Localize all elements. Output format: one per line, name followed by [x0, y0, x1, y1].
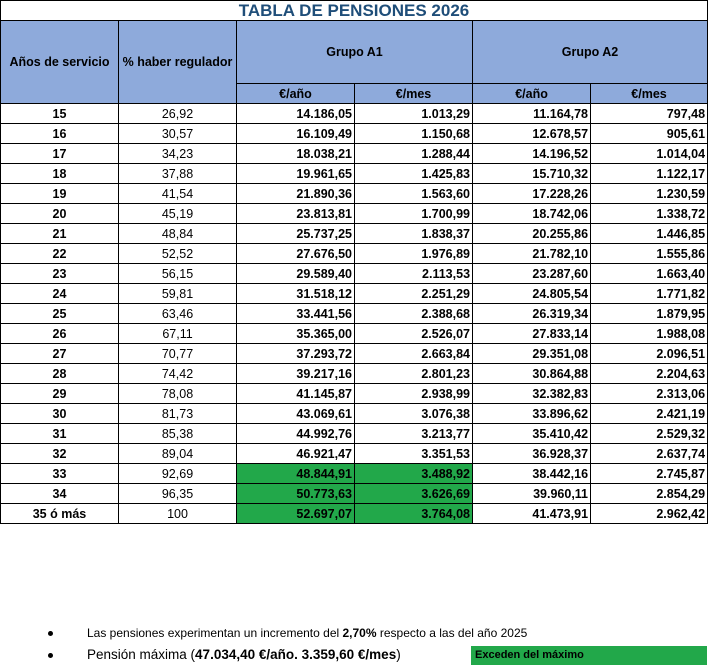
a2-month-cell: 2.745,87: [591, 464, 708, 484]
a1-year-cell: 27.676,50: [237, 244, 355, 264]
a2-month-cell: 2.529,32: [591, 424, 708, 444]
a2-month-cell: 2.962,42: [591, 504, 708, 524]
bullet-icon: [48, 631, 53, 636]
a2-month-cell: 1.988,08: [591, 324, 708, 344]
years-cell: 16: [1, 124, 119, 144]
a2-year-cell: 11.164,78: [473, 104, 591, 124]
a1-month-cell: 1.150,68: [355, 124, 473, 144]
percent-cell: 26,92: [119, 104, 237, 124]
pensions-table: [0, 20, 708, 524]
years-cell: 25: [1, 304, 119, 324]
a2-year-cell: 32.382,83: [473, 384, 591, 404]
a1-month-cell: 3.626,69: [355, 484, 473, 504]
years-cell: 26: [1, 324, 119, 344]
increase-note-tail: respecto a las del año 2025: [376, 626, 528, 640]
table-row: [1, 104, 708, 124]
table-row: [1, 224, 708, 244]
percent-cell: 34,23: [119, 144, 237, 164]
a2-month-cell: 1.122,17: [591, 164, 708, 184]
a1-month-cell: 2.113,53: [355, 264, 473, 284]
increase-value: 2,70%: [342, 626, 377, 640]
a1-month-cell: 2.938,99: [355, 384, 473, 404]
a2-year-cell: 27.833,14: [473, 324, 591, 344]
a1-year-cell: 50.773,63: [237, 484, 355, 504]
a1-year-cell: 33.441,56: [237, 304, 355, 324]
table-row: [1, 504, 708, 524]
a2-year-cell: 20.255,86: [473, 224, 591, 244]
a1-month-cell: 1.563,60: [355, 184, 473, 204]
table-row: [1, 204, 708, 224]
a1-month-cell: 1.288,44: [355, 144, 473, 164]
percent-cell: 56,15: [119, 264, 237, 284]
table-row: [1, 364, 708, 384]
a1-year-cell: 43.069,61: [237, 404, 355, 424]
a2-month-cell: 1.014,04: [591, 144, 708, 164]
table-row: [1, 124, 708, 144]
a1-year-cell: 14.186,05: [237, 104, 355, 124]
percent-cell: 52,52: [119, 244, 237, 264]
max-pension-label: Pensión máxima (: [87, 647, 196, 662]
header-years: Años de servicio: [1, 21, 119, 104]
increase-note-text: Las pensiones experimentan un incremento del: [87, 626, 343, 640]
table-row: [1, 184, 708, 204]
table-row: [1, 164, 708, 184]
a2-month-cell: 2.313,06: [591, 384, 708, 404]
table-row: [1, 264, 708, 284]
table-row: [1, 284, 708, 304]
percent-cell: 63,46: [119, 304, 237, 324]
percent-cell: 48,84: [119, 224, 237, 244]
a2-month-cell: 1.446,85: [591, 224, 708, 244]
a2-month-cell: 2.204,63: [591, 364, 708, 384]
a2-month-cell: 2.854,29: [591, 484, 708, 504]
a1-year-cell: 31.518,12: [237, 284, 355, 304]
a1-year-cell: 29.589,40: [237, 264, 355, 284]
years-cell: 18: [1, 164, 119, 184]
a2-month-cell: 797,48: [591, 104, 708, 124]
percent-cell: 78,08: [119, 384, 237, 404]
table-title: TABLA DE PENSIONES 2026: [0, 0, 708, 21]
percent-cell: 85,38: [119, 424, 237, 444]
years-cell: 20: [1, 204, 119, 224]
a1-year-cell: 41.145,87: [237, 384, 355, 404]
a2-year-cell: 21.782,10: [473, 244, 591, 264]
a2-year-cell: 39.960,11: [473, 484, 591, 504]
a2-year-cell: 18.742,06: [473, 204, 591, 224]
max-pension-note: [48, 647, 401, 662]
a2-year-cell: 15.710,32: [473, 164, 591, 184]
years-cell: 15: [1, 104, 119, 124]
years-cell: 28: [1, 364, 119, 384]
years-cell: 29: [1, 384, 119, 404]
a1-year-cell: 16.109,49: [237, 124, 355, 144]
a1-year-cell: 44.992,76: [237, 424, 355, 444]
years-cell: 32: [1, 444, 119, 464]
a1-year-cell: 48.844,91: [237, 464, 355, 484]
a1-month-cell: 2.388,68: [355, 304, 473, 324]
subheader-a2-year: €/año: [473, 84, 591, 104]
a2-month-cell: 1.771,82: [591, 284, 708, 304]
increase-note: [48, 626, 527, 640]
years-cell: 21: [1, 224, 119, 244]
header-group-a1: Grupo A1: [237, 21, 473, 84]
a1-month-cell: 3.488,92: [355, 464, 473, 484]
a1-year-cell: 18.038,21: [237, 144, 355, 164]
years-cell: 34: [1, 484, 119, 504]
a1-month-cell: 3.764,08: [355, 504, 473, 524]
a2-year-cell: 41.473,91: [473, 504, 591, 524]
a2-month-cell: 2.096,51: [591, 344, 708, 364]
a1-month-cell: 2.526,07: [355, 324, 473, 344]
percent-cell: 30,57: [119, 124, 237, 144]
subheader-a1-year: €/año: [237, 84, 355, 104]
a1-year-cell: 21.890,36: [237, 184, 355, 204]
header-group-a2: Grupo A2: [473, 21, 708, 84]
a2-year-cell: 30.864,88: [473, 364, 591, 384]
percent-cell: 70,77: [119, 344, 237, 364]
a2-year-cell: 14.196,52: [473, 144, 591, 164]
percent-cell: 81,73: [119, 404, 237, 424]
table-row: [1, 384, 708, 404]
a1-year-cell: 25.737,25: [237, 224, 355, 244]
percent-cell: 45,19: [119, 204, 237, 224]
header-row: [1, 21, 708, 84]
years-cell: 24: [1, 284, 119, 304]
table-body: [1, 104, 708, 524]
years-cell: 30: [1, 404, 119, 424]
percent-cell: 59,81: [119, 284, 237, 304]
header-percent: % haber regulador: [119, 21, 237, 104]
years-cell: 35 ó más: [1, 504, 119, 524]
a1-month-cell: 3.213,77: [355, 424, 473, 444]
a2-month-cell: 1.338,72: [591, 204, 708, 224]
a2-year-cell: 12.678,57: [473, 124, 591, 144]
percent-cell: 37,88: [119, 164, 237, 184]
bullet-icon: [48, 653, 53, 658]
percent-cell: 74,42: [119, 364, 237, 384]
a2-year-cell: 26.319,34: [473, 304, 591, 324]
a1-year-cell: 37.293,72: [237, 344, 355, 364]
a1-year-cell: 35.365,00: [237, 324, 355, 344]
years-cell: 27: [1, 344, 119, 364]
a2-year-cell: 33.896,62: [473, 404, 591, 424]
table-row: [1, 144, 708, 164]
a1-year-cell: 39.217,16: [237, 364, 355, 384]
a1-month-cell: 1.976,89: [355, 244, 473, 264]
percent-cell: 100: [119, 504, 237, 524]
a1-month-cell: 2.801,23: [355, 364, 473, 384]
a2-year-cell: 23.287,60: [473, 264, 591, 284]
a1-month-cell: 3.351,53: [355, 444, 473, 464]
table-row: [1, 424, 708, 444]
a2-year-cell: 38.442,16: [473, 464, 591, 484]
a1-month-cell: 1.838,37: [355, 224, 473, 244]
exceeds-legend: Exceden del máximo: [471, 646, 707, 665]
a2-month-cell: 1.879,95: [591, 304, 708, 324]
table-row: [1, 304, 708, 324]
a2-year-cell: 17.228,26: [473, 184, 591, 204]
percent-cell: 89,04: [119, 444, 237, 464]
a2-year-cell: 29.351,08: [473, 344, 591, 364]
a2-month-cell: 905,61: [591, 124, 708, 144]
a1-month-cell: 1.425,83: [355, 164, 473, 184]
max-pension-value: 47.034,40 €/año. 3.359,60 €/mes: [195, 647, 397, 662]
years-cell: 22: [1, 244, 119, 264]
table-row: [1, 324, 708, 344]
percent-cell: 92,69: [119, 464, 237, 484]
a2-month-cell: 2.421,19: [591, 404, 708, 424]
a2-month-cell: 2.637,74: [591, 444, 708, 464]
a1-month-cell: 1.013,29: [355, 104, 473, 124]
table-row: [1, 404, 708, 424]
a1-year-cell: 52.697,07: [237, 504, 355, 524]
table-row: [1, 464, 708, 484]
years-cell: 23: [1, 264, 119, 284]
a1-year-cell: 46.921,47: [237, 444, 355, 464]
years-cell: 33: [1, 464, 119, 484]
a2-year-cell: 36.928,37: [473, 444, 591, 464]
a2-year-cell: 35.410,42: [473, 424, 591, 444]
table-row: [1, 484, 708, 504]
a2-month-cell: 1.555,86: [591, 244, 708, 264]
years-cell: 31: [1, 424, 119, 444]
a1-month-cell: 3.076,38: [355, 404, 473, 424]
a1-year-cell: 19.961,65: [237, 164, 355, 184]
subheader-a2-month: €/mes: [591, 84, 708, 104]
subheader-a1-month: €/mes: [355, 84, 473, 104]
percent-cell: 41,54: [119, 184, 237, 204]
a2-month-cell: 1.230,59: [591, 184, 708, 204]
a1-month-cell: 2.663,84: [355, 344, 473, 364]
years-cell: 19: [1, 184, 119, 204]
percent-cell: 96,35: [119, 484, 237, 504]
years-cell: 17: [1, 144, 119, 164]
max-pension-close: ): [396, 647, 401, 662]
percent-cell: 67,11: [119, 324, 237, 344]
a2-month-cell: 1.663,40: [591, 264, 708, 284]
a2-year-cell: 24.805,54: [473, 284, 591, 304]
table-row: [1, 244, 708, 264]
a1-year-cell: 23.813,81: [237, 204, 355, 224]
table-row: [1, 444, 708, 464]
a1-month-cell: 2.251,29: [355, 284, 473, 304]
table-row: [1, 344, 708, 364]
a1-month-cell: 1.700,99: [355, 204, 473, 224]
